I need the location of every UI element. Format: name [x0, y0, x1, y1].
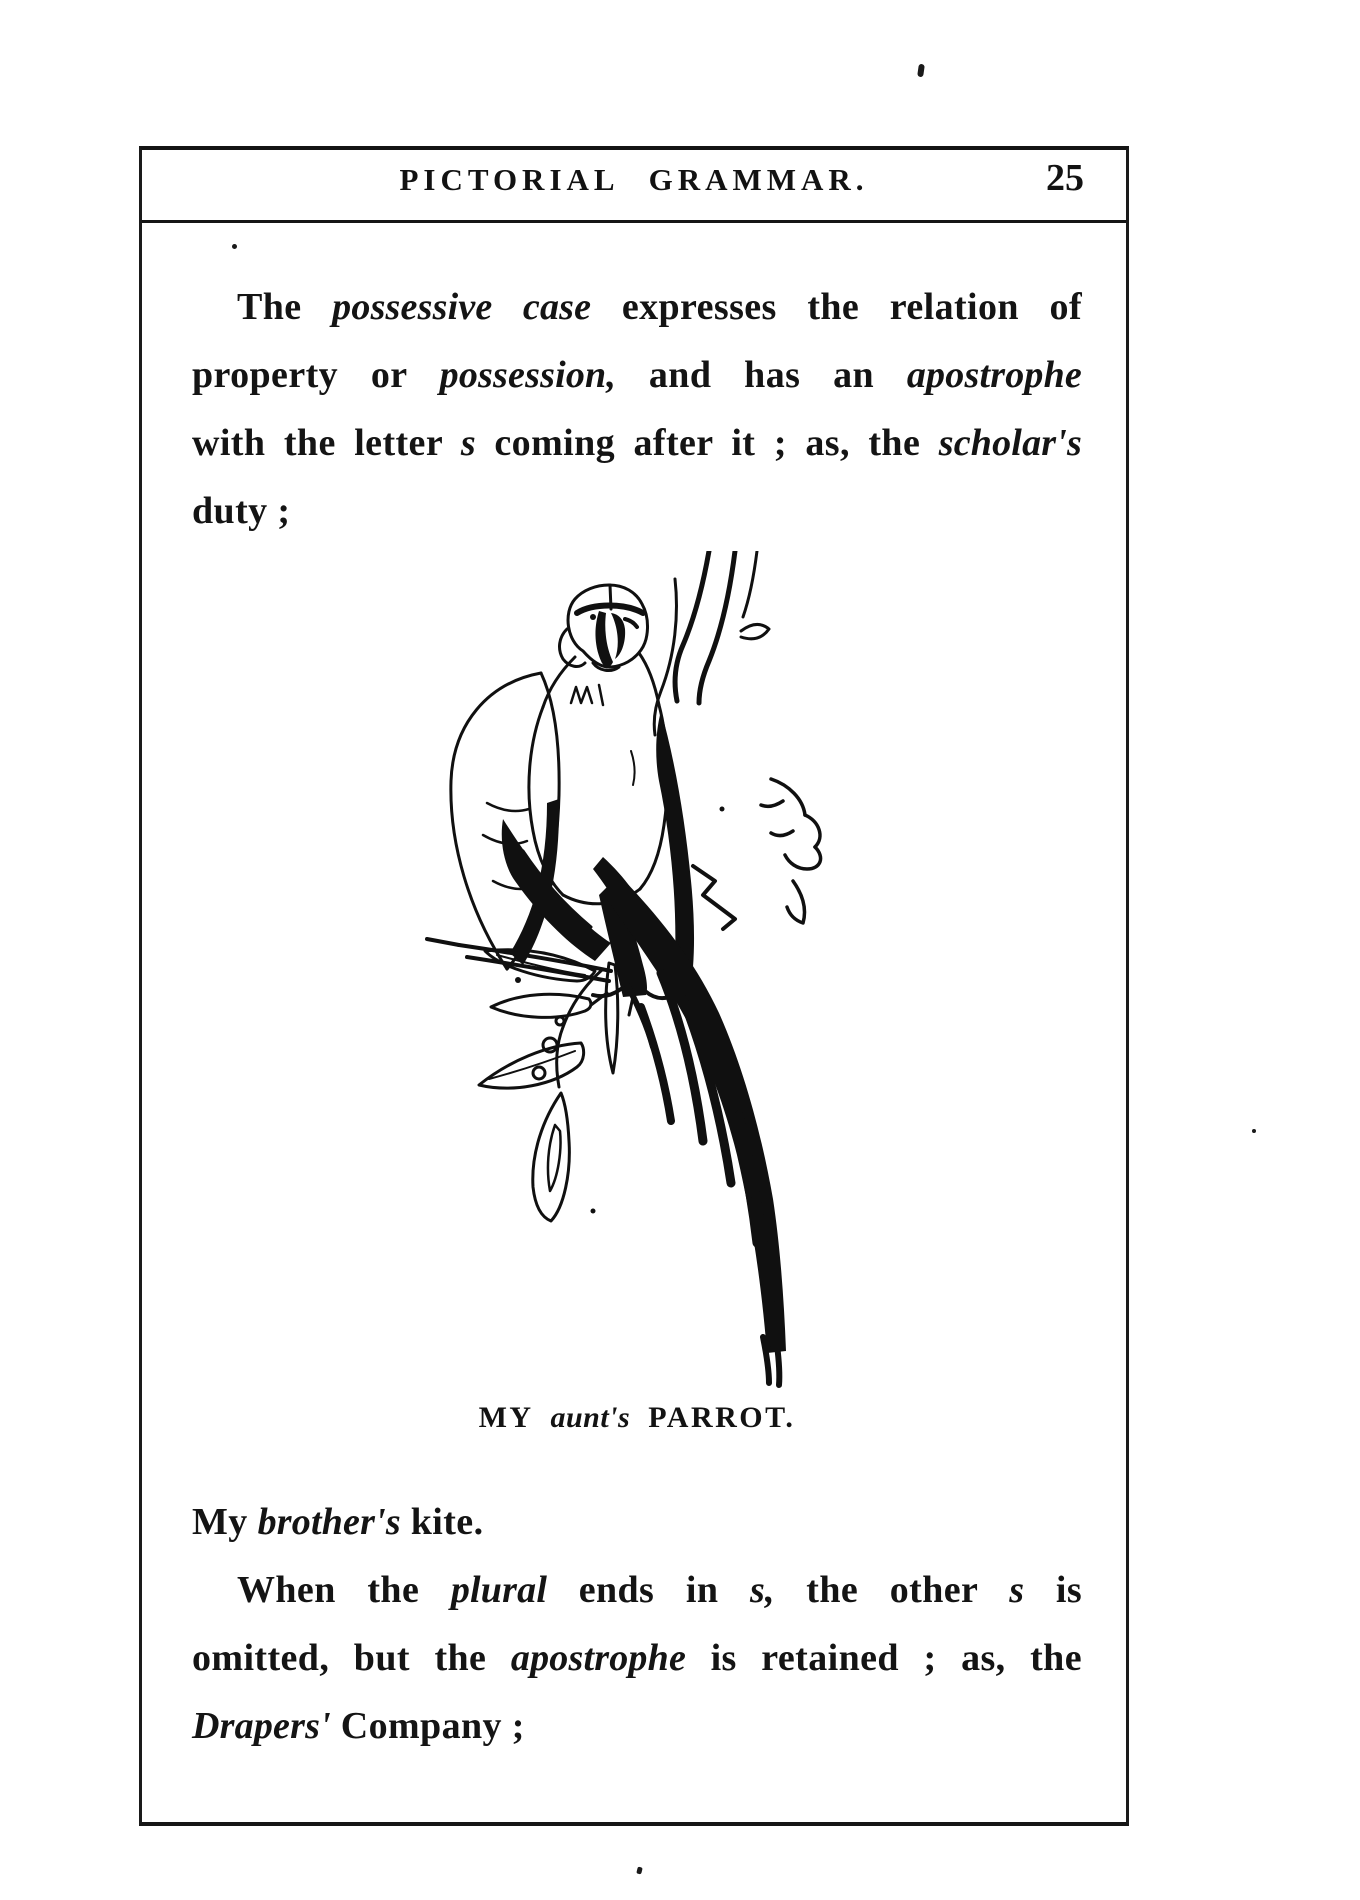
- text-line: with the letter s coming after it ; as, the scholar's: [192, 422, 1082, 464]
- ink-speck: [636, 1866, 643, 1874]
- leaves: [479, 950, 618, 1221]
- ink-speck: [232, 244, 237, 249]
- text-line: Drapers' Company ;: [192, 1705, 525, 1747]
- figure-caption: MY aunt's PARROT.: [478, 1401, 796, 1434]
- text-line: My brother's kite.: [192, 1501, 484, 1543]
- parrot-engraving-illustration: [363, 551, 855, 1391]
- page-content: [142, 273, 1126, 1760]
- running-header: [142, 150, 1126, 223]
- text-line: property or possession, and has an apostrophe: [192, 354, 1082, 396]
- page-frame: [139, 146, 1129, 1826]
- text-line: When the plural ends in s, the other s is: [237, 1569, 1083, 1611]
- branch-upper: [654, 551, 769, 929]
- twig-right: [761, 779, 821, 923]
- ink-speck: [917, 64, 925, 78]
- paragraph-possessive-case: [192, 273, 1082, 545]
- text-line: The possessive case expresses the relation of: [237, 286, 1082, 328]
- paragraph-plural-apostrophe: [192, 1556, 1082, 1760]
- text-line: duty ;: [192, 490, 291, 532]
- page-title: PICTORIAL GRAMMAR.: [399, 162, 869, 197]
- text-line: omitted, but the apostrophe is retained ; as, the: [192, 1637, 1082, 1679]
- page-number: 25: [1046, 157, 1084, 199]
- parrot-figure: [192, 551, 1082, 1396]
- paragraph-brothers-kite: [192, 1488, 1082, 1556]
- ink-speck: [1252, 1129, 1256, 1133]
